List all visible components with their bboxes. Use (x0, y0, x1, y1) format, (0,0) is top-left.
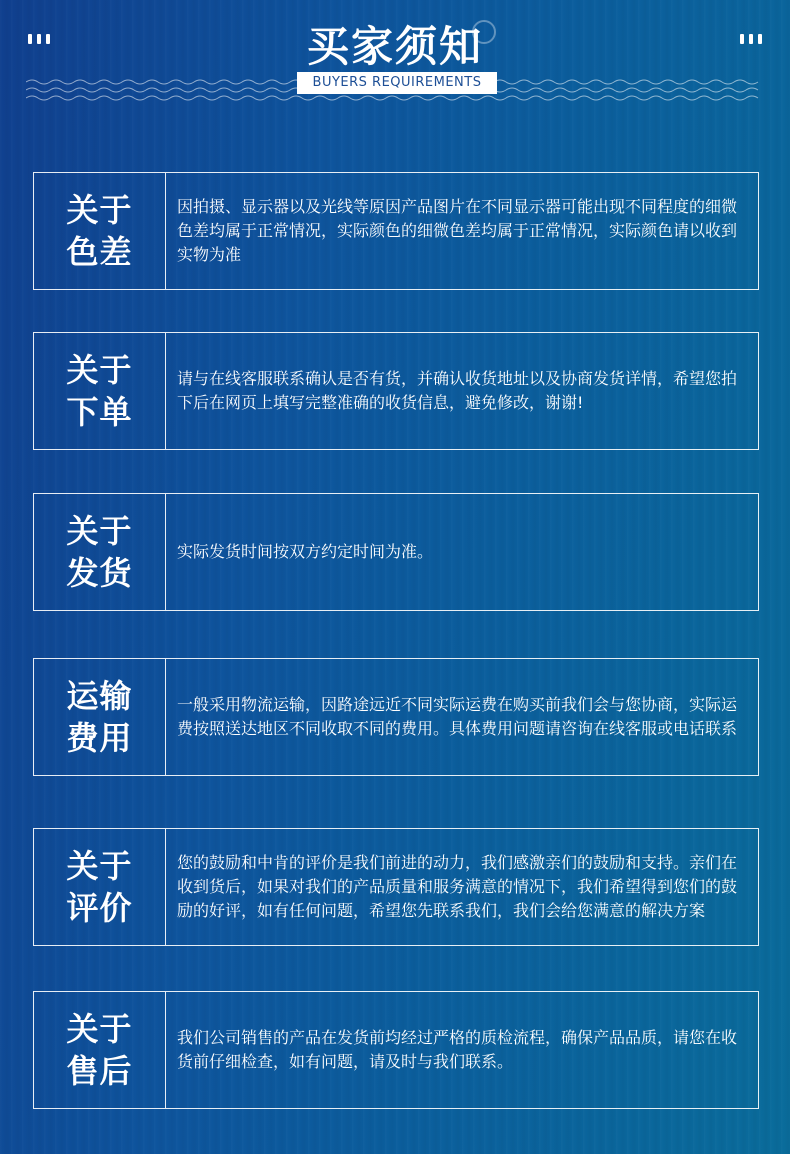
card-label (34, 173, 166, 289)
notice-card-aftersales (33, 991, 759, 1109)
page-title: 买家须知 (306, 22, 483, 71)
card-text: 实际发货时间按双方约定时间为准。 (177, 542, 434, 561)
card-label (34, 829, 166, 945)
card-label-line1: 关于 (66, 847, 133, 885)
card-text-box (166, 494, 758, 610)
notice-card-freight (33, 658, 759, 776)
card-label-line2: 色差 (66, 233, 133, 271)
card-label-line1: 运输 (66, 677, 133, 715)
card-label (34, 659, 166, 775)
card-label-line1: 关于 (66, 512, 133, 550)
card-text-box (166, 173, 758, 289)
card-label-line2: 费用 (66, 719, 133, 757)
card-text: 因拍摄、显示器以及光线等原因产品图片在不同显示器可能出现不同程度的细微色差均属于正常情况，实际颜色的细微色差均属于正常情况，实际颜色请以收到实物为准 (177, 197, 738, 264)
card-label-line2: 售后 (66, 1052, 133, 1090)
card-text: 您的鼓励和中肯的评价是我们前进的动力，我们感激亲们的鼓励和支持。亲们在收到货后，如果对我们的产品质量和服务满意的情况下，我们希望得到您们的鼓励的好评，如有任何问题，希望您先联系我们，我们会给您满意的解决方案 (177, 853, 738, 920)
card-text-box (166, 992, 758, 1108)
card-label-line2: 下单 (66, 393, 133, 431)
notice-card-color (33, 172, 759, 290)
card-text: 请与在线客服联系确认是否有货，并确认收货地址以及协商发货详情，希望您拍下后在网页上填写完整准确的收货信息，避免修改，谢谢! (177, 369, 738, 412)
card-text: 一般采用物流运输，因路途远近不同实际运费在购买前我们会与您协商，实际运费按照送达地区不同收取不同的费用。具体费用问题请咨询在线客服或电话联系 (177, 695, 738, 738)
card-text-box (166, 333, 758, 449)
notice-card-shipping (33, 493, 759, 611)
card-text: 我们公司销售的产品在发货前均经过严格的质检流程，确保产品品质，请您在收货前仔细检查，如有问题，请及时与我们联系。 (177, 1028, 738, 1071)
card-label (34, 992, 166, 1108)
card-text-box (166, 659, 758, 775)
card-label-line1: 关于 (66, 191, 133, 229)
card-label-line1: 关于 (66, 1010, 133, 1048)
notice-card-review (33, 828, 759, 946)
card-label-line2: 评价 (66, 889, 133, 927)
notice-card-order (33, 332, 759, 450)
page-header (0, 0, 790, 120)
card-label (34, 494, 166, 610)
card-label (34, 333, 166, 449)
card-label-line2: 发货 (66, 554, 133, 592)
card-label-line1: 关于 (66, 351, 133, 389)
card-text-box (166, 829, 758, 945)
page-subtitle: BUYERS REQUIREMENTS (297, 72, 497, 94)
